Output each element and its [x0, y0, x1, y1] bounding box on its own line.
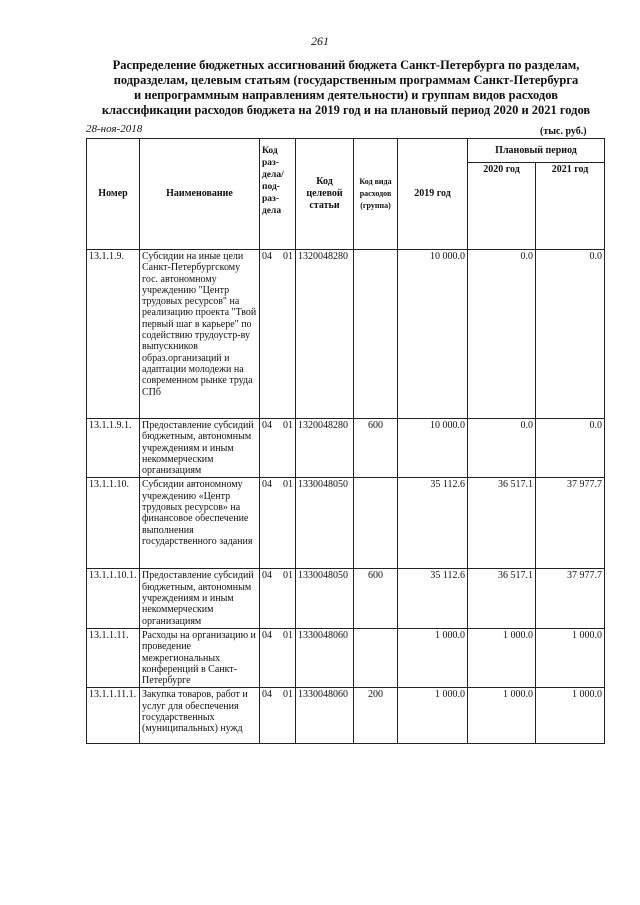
row-target-code: 1330048050	[296, 569, 354, 628]
section: 04	[262, 629, 272, 641]
section: 04	[262, 479, 272, 491]
row-value-2019: 1 000.0	[398, 688, 468, 744]
row-target-code: 1330048050	[296, 478, 354, 569]
row-group-code: 600	[354, 569, 398, 628]
table-row	[87, 419, 605, 478]
row-target-code: 1320048280	[296, 419, 354, 478]
header-2020: 2020 год	[468, 163, 536, 250]
page-number: 261	[311, 34, 329, 48]
row-number: 13.1.1.9.1.	[87, 419, 140, 478]
row-group-code: 600	[354, 419, 398, 478]
row-number: 13.1.1.11.1.	[87, 688, 140, 744]
row-section-code	[260, 250, 296, 419]
row-value-2021: 0.0	[536, 419, 605, 478]
row-group-code	[354, 250, 398, 419]
subsection: 01	[283, 420, 293, 431]
row-value-2021: 37 977.7	[536, 569, 605, 628]
row-group-code: 200	[354, 688, 398, 744]
row-value-2019: 35 112.6	[398, 478, 468, 569]
row-name: Закупка товаров, работ и услуг для обеспечения государственных (муниципальных) нужд	[140, 688, 260, 744]
subsection: 01	[283, 629, 293, 641]
subsection: 01	[283, 689, 293, 701]
row-group-code	[354, 628, 398, 687]
subsection: 01	[283, 479, 293, 491]
row-value-2019: 35 112.6	[398, 569, 468, 628]
row-value-2020: 1 000.0	[468, 688, 536, 744]
row-value-2020: 36 517.1	[468, 478, 536, 569]
row-value-2020: 0.0	[468, 419, 536, 478]
section: 04	[262, 689, 272, 701]
row-name: Предоставление субсидий бюджетным, автономным учреждениям и иным некоммерческим организациям	[140, 569, 260, 628]
subsection: 01	[283, 570, 293, 582]
header-planned-period: Плановый период	[468, 139, 605, 163]
subsection: 01	[283, 251, 293, 262]
document-date: 28-ноя-2018	[86, 123, 143, 135]
row-number: 13.1.1.11.	[87, 628, 140, 687]
header-2019: 2019 год	[398, 139, 468, 250]
title-line: Распределение бюджетных ассигнований бюджета Санкт-Петербурга по разделам,	[112, 58, 580, 72]
row-name: Предоставление субсидий бюджетным, автономным учреждениям и иным некоммерческим организациям	[140, 419, 260, 478]
row-name: Субсидии на иные цели Санкт-Петербургскому гос. автономному учреждению "Центр трудовых ресурсов" на реализацию проекта "Твой первый шаг в карьере" по содействию трудоустр-ву выпускников образ.организаций и адаптации молодежи на современном рынке труда СПб	[140, 250, 260, 419]
row-section-code	[260, 478, 296, 569]
header-group-code: Код вида расходов (группа)	[354, 139, 398, 250]
table-row	[87, 628, 605, 687]
row-number: 13.1.1.10.	[87, 478, 140, 569]
row-name: Субсидии автономному учреждению «Центр трудовых ресурсов» на финансовое обеспечение выполнения государственного задания	[140, 478, 260, 569]
row-number: 13.1.1.9.	[87, 250, 140, 419]
row-value-2021: 37 977.7	[536, 478, 605, 569]
title-line: и непрограммным направлениям деятельности) и группам видов расходов	[134, 88, 558, 102]
row-value-2019: 10 000.0	[398, 419, 468, 478]
row-group-code	[354, 478, 398, 569]
units-label: (тыс. руб.)	[540, 126, 587, 137]
row-name: Расходы на организацию и проведение межрегиональных конференций в Санкт-Петербурге	[140, 628, 260, 687]
row-value-2021: 1 000.0	[536, 628, 605, 687]
section: 04	[262, 420, 272, 431]
section: 04	[262, 251, 272, 262]
row-value-2020: 1 000.0	[468, 628, 536, 687]
page-title	[86, 58, 606, 118]
row-value-2020: 0.0	[468, 250, 536, 419]
title-line: подразделам, целевым статьям (государственным программам Санкт-Петербурга	[113, 73, 579, 87]
row-section-code	[260, 688, 296, 744]
title-line: классификации расходов бюджета на 2019 год и на плановый период 2020 и 2021 годов	[101, 103, 591, 117]
table-row	[87, 478, 605, 569]
row-value-2021: 0.0	[536, 250, 605, 419]
row-target-code: 1330048060	[296, 688, 354, 744]
row-section-code	[260, 419, 296, 478]
row-section-code	[260, 569, 296, 628]
header-section-code: Код раз- дела/ под- раз- дела	[260, 139, 296, 250]
table-row	[87, 688, 605, 744]
row-target-code: 1330048060	[296, 628, 354, 687]
section: 04	[262, 570, 272, 582]
table-row	[87, 569, 605, 628]
table-row	[87, 250, 605, 419]
header-target-code: Код целевой статьи	[296, 139, 354, 250]
row-value-2021: 1 000.0	[536, 688, 605, 744]
header-name: Наименование	[140, 139, 260, 250]
header-2021: 2021 год	[536, 163, 605, 250]
budget-table	[86, 138, 605, 744]
header-number: Номер	[87, 139, 140, 250]
row-value-2019: 1 000.0	[398, 628, 468, 687]
row-target-code: 1320048280	[296, 250, 354, 419]
row-value-2019: 10 000.0	[398, 250, 468, 419]
row-section-code	[260, 628, 296, 687]
row-value-2020: 36 517.1	[468, 569, 536, 628]
row-number: 13.1.1.10.1.	[87, 569, 140, 628]
